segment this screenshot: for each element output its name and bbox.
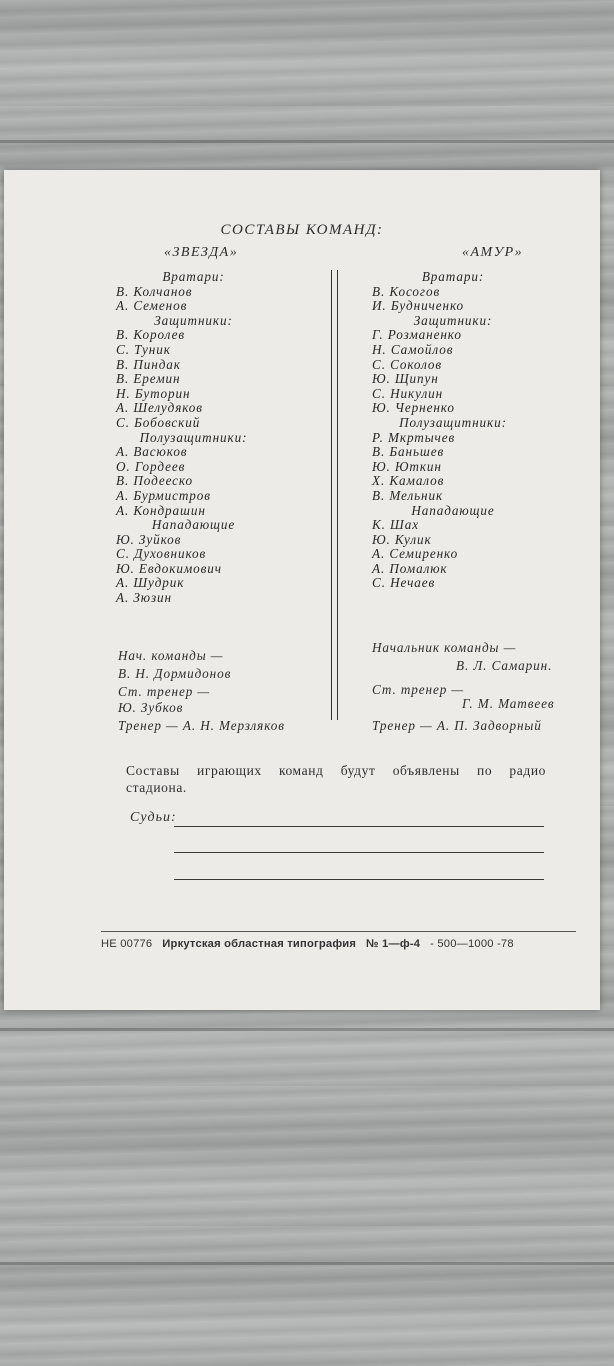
section-heading: Защитники:	[413, 312, 493, 328]
player-name: В. Пиндак	[116, 356, 181, 372]
team-name-zvezda: «ЗВЕЗДА»	[164, 245, 239, 260]
judges-line	[174, 826, 544, 827]
player-name: А. Помалюк	[372, 560, 448, 576]
player-name: Ю. Кулик	[372, 531, 432, 547]
player-name: А. Семенов	[116, 298, 188, 314]
player-name: Н. Самойлов	[372, 341, 454, 357]
zvezda-senior-coach-label: Ст. тренер —	[118, 684, 211, 699]
player-name: В. Мельник	[372, 487, 444, 503]
column-divider	[331, 270, 338, 720]
player-name: А. Семиренко	[372, 546, 459, 562]
player-name: С. Соколов	[372, 356, 443, 372]
section-heading: Нападающие	[411, 502, 495, 518]
amur-senior-coach-label: Ст. тренер —	[372, 682, 465, 697]
player-name: Ю. Юткин	[372, 458, 442, 474]
board-seam	[0, 140, 614, 143]
amur-senior-coach-name: Г. М. Матвеев	[462, 696, 555, 711]
player-name: О. Гордеев	[116, 458, 186, 474]
player-name: В. Баньшев	[372, 444, 445, 460]
imprint-rule	[101, 931, 576, 932]
sheet-title: СОСТАВЫ КОМАНД:	[220, 222, 384, 238]
player-name: С. Нечаев	[372, 575, 436, 591]
zvezda-roster	[116, 270, 271, 606]
section-heading: Вратари:	[421, 269, 485, 284]
announcement-note: Составы играющих команд будут объявлены по радио	[126, 763, 546, 778]
zvezda-chief-name: В. Н. Дормидонов	[118, 666, 232, 681]
board-seam	[0, 1028, 614, 1031]
player-name: Ю. Черненко	[372, 400, 455, 416]
player-name: А. Васюков	[116, 444, 188, 460]
judges-line	[174, 852, 544, 853]
section-heading: Полузащитники:	[139, 429, 248, 445]
player-name: К. Шах	[372, 517, 419, 533]
player-name: Ю. Щипун	[372, 371, 439, 387]
program-sheet	[4, 170, 600, 1010]
player-name: В. Еремин	[116, 371, 181, 387]
imprint-printer: Иркутская областная типография	[162, 938, 357, 950]
player-name: А. Шелудяков	[116, 400, 203, 416]
imprint-run: - 500—1000 -78	[430, 938, 514, 950]
amur-roster	[372, 270, 534, 591]
player-name: С. Туник	[116, 341, 171, 357]
zvezda-chief-label: Нач. команды —	[118, 648, 224, 663]
amur-coach: Тренер — А. П. Задворный	[372, 718, 542, 733]
section-heading: Нападающие	[151, 517, 236, 533]
player-name: В. Косогов	[372, 283, 441, 299]
section-heading: Вратари:	[162, 269, 225, 284]
section-heading: Полузащитники:	[399, 414, 507, 430]
zvezda-senior-coach-name: Ю. Зубков	[118, 700, 184, 715]
team-name-amur: «АМУР»	[462, 245, 524, 260]
imprint-code: НЕ 00776	[101, 938, 153, 950]
player-name: Ю. Зуйков	[116, 531, 182, 547]
zvezda-coach: Тренер — А. Н. Мерзляков	[118, 718, 285, 733]
player-name: С. Никулин	[372, 385, 444, 401]
amur-chief-name: В. Л. Самарин.	[456, 658, 553, 673]
player-name: А. Зюзин	[116, 590, 172, 606]
player-name: В. Колчанов	[116, 283, 193, 299]
player-name: С. Бобовский	[116, 414, 201, 430]
player-name: Ю. Евдокимович	[116, 560, 222, 576]
player-name: В. Королев	[116, 327, 186, 343]
printer-imprint	[101, 938, 576, 950]
player-name: А. Кондрашин	[116, 502, 206, 518]
board-seam	[0, 1262, 614, 1265]
judges-line	[174, 879, 544, 880]
announcement-note-end: стадиона.	[126, 780, 187, 795]
player-name: А. Шудрик	[116, 575, 185, 591]
player-name: Х. Камалов	[372, 473, 445, 489]
imprint-order: № 1—ф-4	[366, 938, 421, 950]
player-name: А. Бурмистров	[116, 487, 211, 503]
judges-label: Судьи:	[130, 810, 177, 825]
player-name: Р. Мкртычев	[372, 429, 456, 445]
player-name: В. Подееско	[116, 473, 193, 489]
player-name: И. Будниченко	[372, 298, 465, 314]
section-heading: Защитники:	[154, 312, 233, 328]
player-name: Н. Буторин	[116, 385, 191, 401]
amur-chief-label: Начальник команды —	[372, 640, 517, 655]
player-name: Г. Розманенко	[372, 327, 462, 343]
player-name: С. Духовников	[116, 546, 207, 562]
